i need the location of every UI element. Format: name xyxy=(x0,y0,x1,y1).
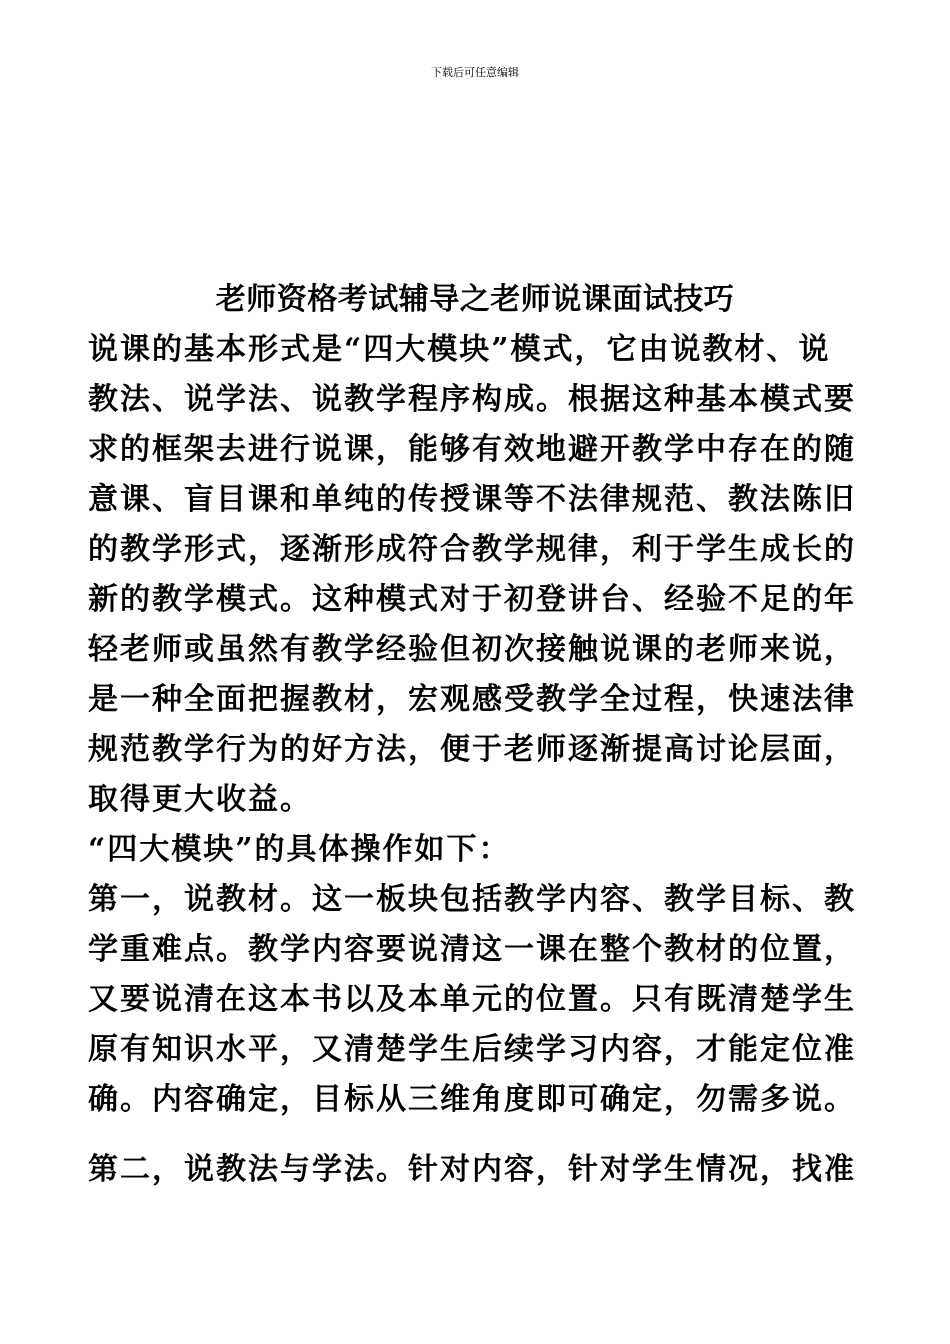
page-header-note: 下载后可任意编辑 xyxy=(431,66,519,79)
paragraph-line: 新的教学模式。这种模式对于初登讲台、经验不足的年 xyxy=(88,582,856,617)
paragraph-line: 第一，说教材。这一板块包括教学内容、教学目标、教 xyxy=(88,882,856,917)
section-intro-line: “四大模块”的具体操作如下： xyxy=(88,832,511,867)
paragraph-line: 确。内容确定，目标从三维角度即可确定，勿需多说。 xyxy=(88,1082,856,1117)
paragraph-line: 的教学形式，逐渐形成符合教学规律，利于学生成长的 xyxy=(88,532,856,567)
paragraph-line: 取得更大收益。 xyxy=(88,782,312,817)
document-title: 老师资格考试辅导之老师说课面试技巧 xyxy=(215,282,735,317)
paragraph-line: 轻老师或虽然有教学经验但初次接触说课的老师来说， xyxy=(88,632,856,667)
paragraph-line: 教法、说学法、说教学程序构成。根据这种基本模式要 xyxy=(88,382,856,417)
paragraph-line: 规范教学行为的好方法，便于老师逐渐提高讨论层面， xyxy=(88,732,856,767)
paragraph-line: 是一种全面把握教材，宏观感受教学全过程，快速法律 xyxy=(88,682,856,717)
paragraph-line: 说课的基本形式是“四大模块”模式，它由说教材、说 xyxy=(88,332,831,367)
paragraph-line: 第二，说教法与学法。针对内容，针对学生情况，找准 xyxy=(88,1152,856,1187)
paragraph-line: 原有知识水平，又清楚学生后续学习内容，才能定位准 xyxy=(88,1032,856,1067)
paragraph-line: 学重难点。教学内容要说清这一课在整个教材的位置， xyxy=(88,932,856,967)
paragraph-line: 意课、盲目课和单纯的传授课等不法律规范、教法陈旧 xyxy=(88,482,856,517)
paragraph-line: 求的框架去进行说课，能够有效地避开教学中存在的随 xyxy=(88,432,856,467)
paragraph-line: 又要说清在这本书以及本单元的位置。只有既清楚学生 xyxy=(88,982,856,1017)
